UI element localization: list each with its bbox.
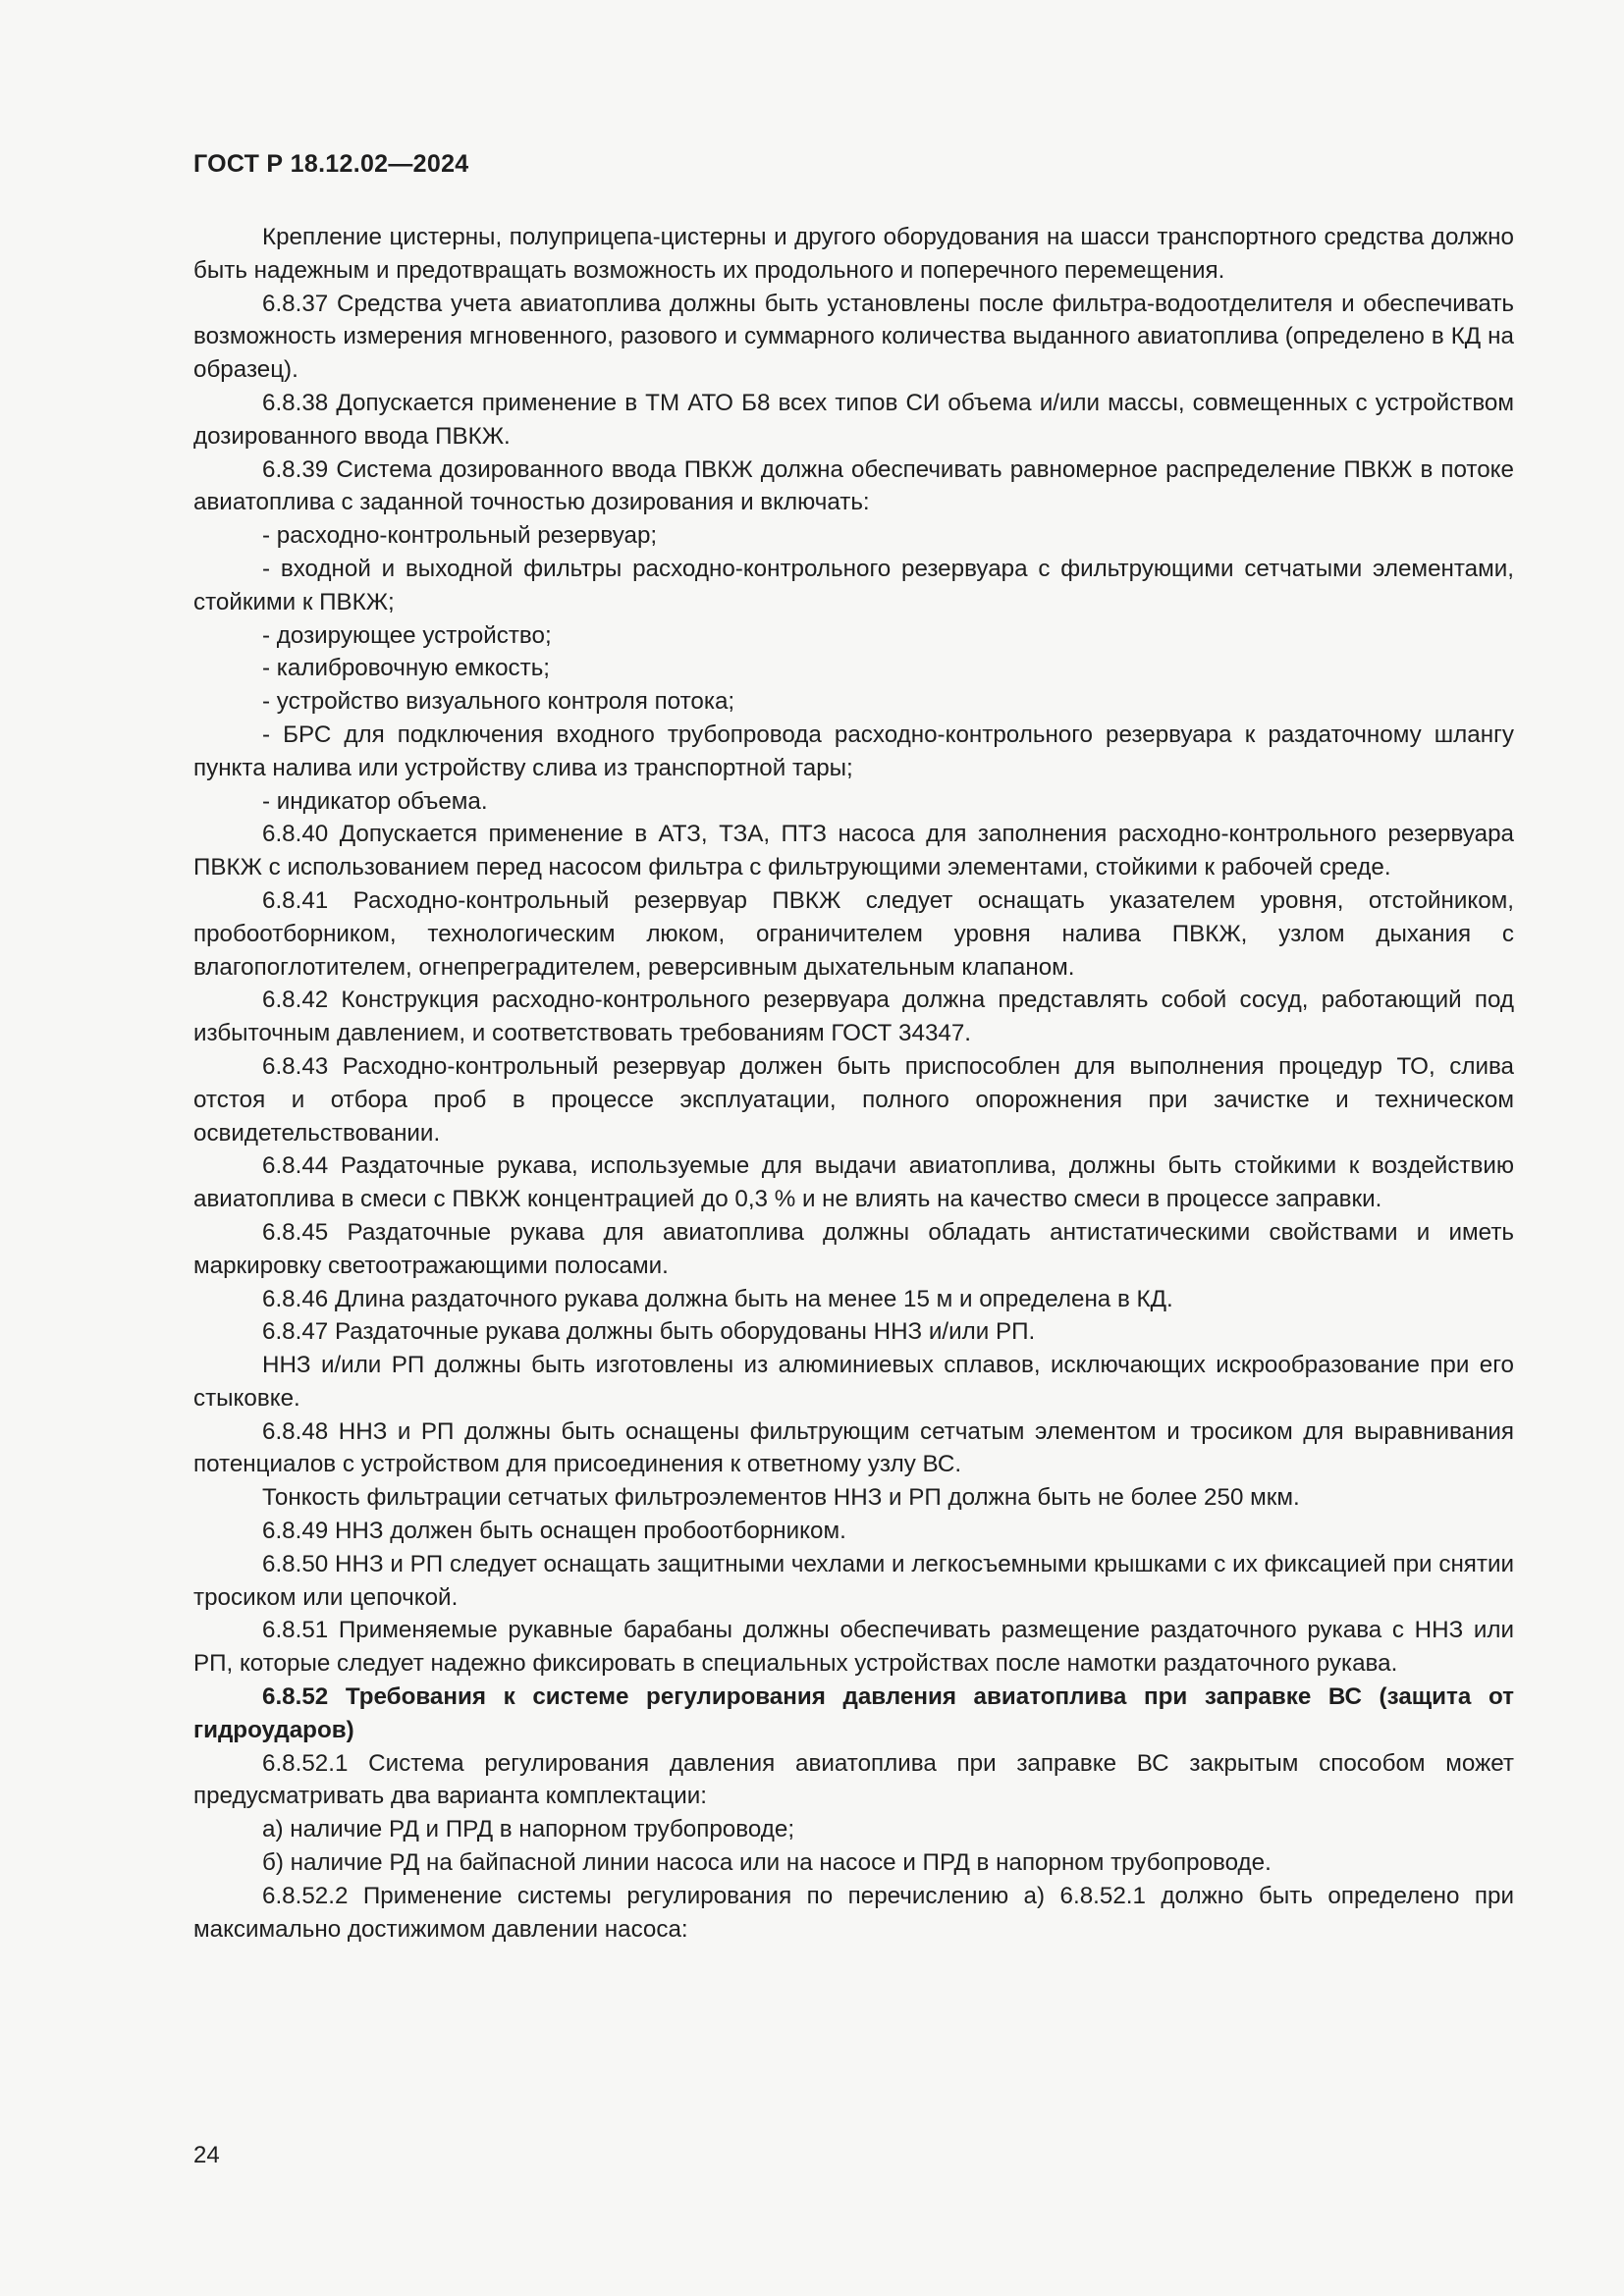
page-number: 24 [193,2142,220,2168]
paragraph: 6.8.41 Расходно-контрольный резервуар ПВКЖ следует оснащать указателем уровня, отстойником, пробоотборником, технологическим люком, ограничителем уровня налива ПВКЖ, узлом дыхания с влагопоглотителем, огнепреградителем, реверсивным дыхательным клапаном. [193,886,1514,981]
list-item: - расходно-контрольный резервуар; [262,522,658,550]
list-item: а) наличие РД и ПРД в напорном трубопроводе; [262,1816,795,1843]
paragraph: 6.8.50 ННЗ и РП следует оснащать защитными чехлами и легкосъемными крышками с их фиксацией при снятии тросиком или цепочкой. [193,1550,1514,1611]
list-item: - дозирующее устройство; [262,621,552,649]
paragraph: 6.8.48 ННЗ и РП должны быть оснащены фильтрующим сетчатым элементом и тросиком для выравнивания потенциалов с устройством для присоединения к ответному узлу ВС. [193,1417,1514,1478]
list-item: - БРС для подключения входного трубопровода расходно-контрольного резервуара к раздаточному шлангу пункта налива или устройству слива из транспортной тары; [193,721,1514,781]
paragraph: Крепление цистерны, полуприцепа-цистерны и другого оборудования на шасси транспортного средства должно быть надежным и предотвращать возможность их продольного и поперечного перемещения. [193,224,1514,284]
paragraph: Тонкость фильтрации сетчатых фильтроэлементов ННЗ и РП должна быть не более 250 мкм. [262,1484,1300,1512]
paragraph: 6.8.40 Допускается применение в АТЗ, ТЗА, ПТЗ насоса для заполнения расходно-контрольного резервуара ПВКЖ с использованием перед насосом фильтра с фильтрующими элементами, стойкими к рабочей среде. [193,821,1514,881]
paragraph: ННЗ и/или РП должны быть изготовлены из алюминиевых сплавов, исключающих искрообразование при его стыковке. [193,1352,1514,1412]
list-item: - устройство визуального контроля потока; [262,688,735,716]
paragraph: 6.8.51 Применяемые рукавные барабаны должны обеспечивать размещение раздаточного рукава с ННЗ или РП, которые следует надежно фиксировать в специальных устройствах после намотки раздаточного рукава. [193,1617,1514,1678]
list-item: - индикатор объема. [262,787,488,815]
paragraph: 6.8.43 Расходно-контрольный резервуар должен быть приспособлен для выполнения процедур ТО, слива отстоя и отбора проб в процессе эксплуатации, полного опорожнения при зачистке и техническом освидетельствовании. [193,1052,1514,1147]
paragraph: 6.8.44 Раздаточные рукава, используемые для выдачи авиатоплива, должны быть стойкими к воздействию авиатоплива в смеси с ПВКЖ концентрацией до 0,3 % и не влиять на качество смеси в процессе заправки. [193,1152,1514,1213]
section-heading: 6.8.52 Требования к системе регулирования давления авиатоплива при заправке ВС (защита от гидроударов) [193,1683,1514,1743]
paragraph: 6.8.47 Раздаточные рукава должны быть оборудованы ННЗ и/или РП. [262,1318,1036,1346]
document-header: ГОСТ Р 18.12.02—2024 [193,150,469,178]
paragraph: 6.8.37 Средства учета авиатоплива должны быть установлены после фильтра-водоотделителя и обеспечивать возможность измерения мгновенного, разового и суммарного количества выданного авиатоплива (определено в КД на образец). [193,290,1514,384]
paragraph: 6.8.45 Раздаточные рукава для авиатоплива должны обладать антистатическими свойствами и иметь маркировку светоотражающими полосами. [193,1218,1514,1279]
paragraph: 6.8.49 ННЗ должен быть оснащен пробоотборником. [262,1518,846,1545]
paragraph: 6.8.38 Допускается применение в ТМ АТО Б8 всех типов СИ объема и/или массы, совмещенных с устройством дозированного ввода ПВКЖ. [193,389,1514,450]
paragraph: 6.8.46 Длина раздаточного рукава должна быть на менее 15 м и определена в КД. [262,1285,1173,1312]
paragraph: 6.8.52.2 Применение системы регулирования по перечислению а) 6.8.52.1 должно быть определено при максимально достижимом давлении насоса: [193,1882,1514,1943]
list-item: - входной и выходной фильтры расходно-контрольного резервуара с фильтрующими сетчатыми элементами, стойкими к ПВКЖ; [193,555,1514,615]
paragraph: 6.8.42 Конструкция расходно-контрольного резервуара должна представлять собой сосуд, работающий под избыточным давлением, и соответствовать требованиям ГОСТ 34347. [193,987,1514,1047]
paragraph: 6.8.39 Система дозированного ввода ПВКЖ должна обеспечивать равномерное распределение ПВКЖ в потоке авиатоплива с заданной точностью дозирования и включать: [193,455,1514,516]
document-body [193,221,1514,1946]
paragraph: 6.8.52.1 Система регулирования давления авиатоплива при заправке ВС закрытым способом может предусматривать два варианта комплектации: [193,1749,1514,1810]
list-item: б) наличие РД на байпасной линии насоса или на насосе и ПРД в напорном трубопроводе. [262,1849,1272,1877]
list-item: - калибровочную емкость; [262,655,551,682]
